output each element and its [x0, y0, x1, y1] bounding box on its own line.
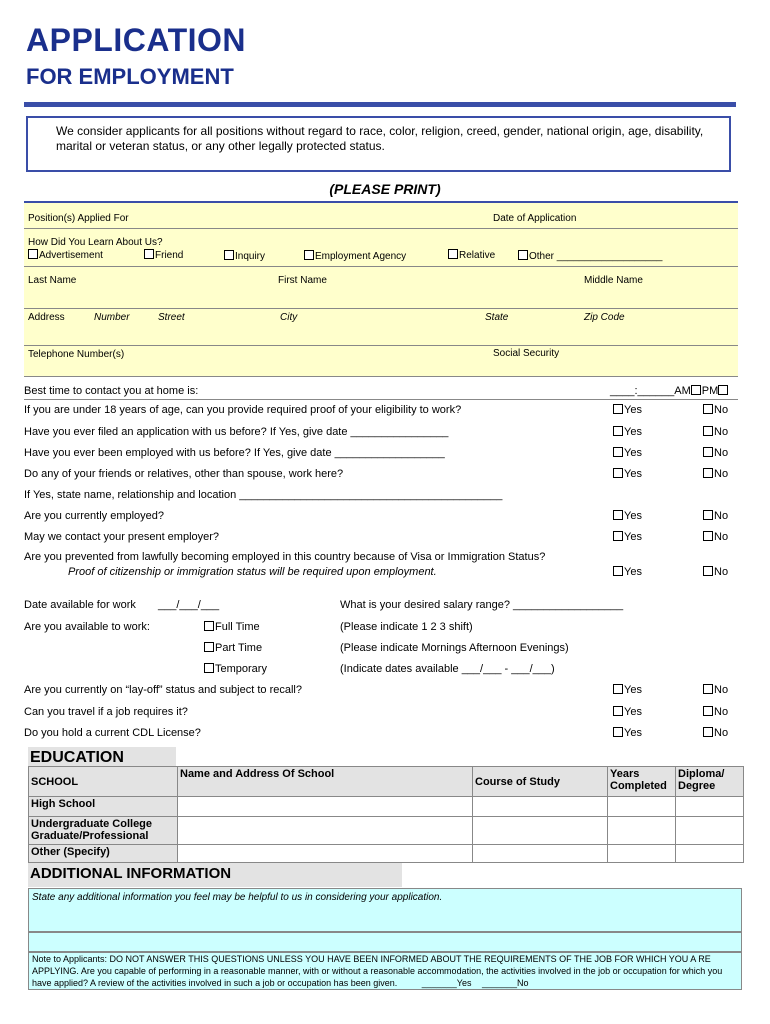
cell[interactable] [676, 845, 744, 863]
question-layoff: Are you currently on “lay-off” status and subject to recall? [24, 684, 302, 696]
address-label: Address [28, 312, 65, 323]
checkbox-icon[interactable] [613, 566, 623, 576]
table-row[interactable] [29, 797, 744, 817]
checkbox-icon[interactable] [613, 684, 623, 694]
title-rule [24, 102, 736, 107]
no-option[interactable]: No [703, 447, 728, 459]
no-option[interactable]: No [703, 468, 728, 480]
checkbox-icon[interactable] [518, 250, 528, 260]
cell[interactable] [178, 817, 473, 845]
form-title: APPLICATION [26, 22, 247, 58]
source-other[interactable]: Other ___________________ [518, 250, 662, 262]
checkbox-icon[interactable] [703, 447, 713, 457]
checkbox-icon[interactable] [691, 385, 701, 395]
first-name-label: First Name [278, 275, 327, 286]
cell[interactable] [608, 797, 676, 817]
col-name-header: Name and Address Of School [178, 767, 473, 797]
state-label: State [485, 312, 509, 323]
additional-info-line[interactable] [28, 932, 742, 952]
additional-info-heading: ADDITIONAL INFORMATION [28, 863, 402, 887]
telephone-label: Telephone Number(s) [28, 349, 125, 360]
times-indicator[interactable]: (Please indicate Mornings Afternoon Evenings) [340, 642, 569, 654]
checkbox-icon[interactable] [613, 510, 623, 520]
question-employed-before: Have you ever been employed with us before? If Yes, give date __________________ [24, 447, 445, 459]
shift-indicator[interactable]: (Please indicate 1 2 3 shift) [340, 621, 473, 633]
yes-option[interactable]: Yes [613, 566, 642, 578]
question-contact-employer: May we contact your present employer? [24, 531, 220, 543]
checkbox-icon[interactable] [703, 426, 713, 436]
checkbox-icon[interactable] [703, 531, 713, 541]
yes-option[interactable]: Yes [613, 510, 642, 522]
salary-range[interactable]: What is your desired salary range? __________________ [340, 599, 624, 611]
yes-option[interactable]: Yes [613, 684, 642, 696]
no-option[interactable]: No [703, 727, 728, 739]
cell[interactable] [676, 817, 744, 845]
visa-note: Proof of citizenship or immigration status will be required upon employment. [68, 566, 437, 578]
yes-option[interactable]: Yes [613, 706, 642, 718]
full-time-option[interactable]: Full Time [204, 621, 260, 633]
checkbox-icon[interactable] [304, 250, 314, 260]
address-row[interactable] [24, 308, 738, 345]
row-college: Undergraduate College Graduate/Professional [29, 817, 178, 845]
question-under18: If you are under 18 years of age, can you provide required proof of your eligibility to work? [24, 404, 462, 416]
question-visa: Are you prevented from lawfully becoming employed in this country because of Visa or Immigration Status? [24, 551, 546, 563]
checkbox-icon[interactable] [703, 510, 713, 520]
social-security-label: Social Security [493, 348, 560, 359]
note-text: Note to Applicants: DO NOT ANSWER THIS QUESTIONS UNLESS YOU HAVE BEEN INFORMED ABOUT THE REQUIREMENTS OF THE JOB FOR WHICH YOU A RE APPLYING. Are you capable of performing in a reasonable manner, with or without a reasonable accommodation, the activities involved in the job or occupation for which you have applied? A review of the activities involved in such a job or occupation has been given. [32, 954, 723, 988]
row-other: Other (Specify) [29, 845, 178, 863]
no-option[interactable]: No [703, 404, 728, 416]
source-relative[interactable]: Relative [448, 249, 495, 261]
question-currently-employed: Are you currently employed? [24, 510, 165, 522]
cell[interactable] [676, 797, 744, 817]
form-subtitle: FOR EMPLOYMENT [26, 64, 234, 89]
no-option[interactable]: No [703, 684, 728, 696]
cell[interactable] [178, 845, 473, 863]
checkbox-icon[interactable] [204, 642, 214, 652]
no-option[interactable]: No [703, 510, 728, 522]
zip-label: Zip Code [584, 312, 625, 323]
no-option[interactable]: No [703, 566, 728, 578]
cell[interactable] [608, 817, 676, 845]
available-to-work-label: Are you available to work: [24, 621, 150, 633]
cell[interactable] [178, 797, 473, 817]
cell[interactable] [473, 797, 608, 817]
checkbox-icon[interactable] [703, 566, 713, 576]
phone-row[interactable] [24, 345, 738, 377]
no-option[interactable]: No [703, 706, 728, 718]
date-of-application-label: Date of Application [493, 213, 577, 224]
dates-indicator[interactable]: (Indicate dates available ___/___ - ___/___) [340, 663, 555, 675]
row-high-school: High School [29, 797, 178, 817]
yes-option[interactable]: Yes [613, 447, 642, 459]
note-no[interactable]: _______No [482, 978, 529, 988]
yes-option[interactable]: Yes [613, 468, 642, 480]
checkbox-icon[interactable] [204, 621, 214, 631]
cell[interactable] [473, 817, 608, 845]
relatives-detail[interactable]: If Yes, state name, relationship and location ___________________________________________ [24, 489, 503, 501]
please-print-label: (PLEASE PRINT) [329, 181, 441, 197]
yes-option[interactable]: Yes [613, 727, 642, 739]
checkbox-icon[interactable] [703, 684, 713, 694]
checkbox-icon[interactable] [613, 727, 623, 737]
education-table [28, 766, 744, 863]
table-row[interactable] [29, 845, 744, 863]
no-option[interactable]: No [703, 531, 728, 543]
checkbox-icon[interactable] [613, 447, 623, 457]
question-relatives: Do any of your friends or relatives, other than spouse, work here? [24, 468, 344, 480]
date-available-field[interactable]: ___/___/___ [158, 599, 220, 611]
checkbox-icon[interactable] [613, 706, 623, 716]
cell[interactable] [608, 845, 676, 863]
checkbox-icon[interactable] [703, 727, 713, 737]
position-label: Position(s) Applied For [28, 213, 129, 224]
best-time-field[interactable]: ____:______AM PM [610, 385, 729, 397]
learn-label: How Did You Learn About Us? [28, 237, 163, 248]
yes-option[interactable]: Yes [613, 426, 642, 438]
checkbox-icon[interactable] [613, 404, 623, 414]
checkbox-icon[interactable] [144, 249, 154, 259]
note-to-applicants [28, 952, 742, 990]
checkbox-icon[interactable] [204, 663, 214, 673]
checkbox-icon[interactable] [613, 531, 623, 541]
temporary-option[interactable]: Temporary [204, 663, 267, 675]
yes-option[interactable]: Yes [613, 404, 642, 416]
source-friend[interactable]: Friend [144, 249, 183, 261]
additional-info-prompt: State any additional information you feel may be helpful to us in considering your application. [32, 892, 443, 903]
question-travel: Can you travel if a job requires it? [24, 706, 188, 718]
question-filed-before: Have you ever filed an application with us before? If Yes, give date ________________ [24, 426, 449, 438]
checkbox-icon[interactable] [448, 249, 458, 259]
checkbox-icon[interactable] [703, 706, 713, 716]
checkbox-icon[interactable] [613, 426, 623, 436]
checkbox-icon[interactable] [613, 468, 623, 478]
checkbox-icon[interactable] [703, 468, 713, 478]
note-yes[interactable]: _______Yes [421, 978, 472, 988]
eeo-notice: We consider applicants for all positions without regard to race, color, religion, creed, gender, national origin, age, disability, marital or veteran status, or any other legally protected status. [26, 116, 731, 172]
cell[interactable] [473, 845, 608, 863]
table-row[interactable] [29, 817, 744, 845]
table-row [29, 767, 744, 797]
source-employment-agency[interactable]: Employment Agency [304, 250, 406, 262]
position-row[interactable] [24, 201, 738, 228]
yes-option[interactable]: Yes [613, 531, 642, 543]
col-years-header: Years Completed [608, 767, 676, 797]
question-cdl: Do you hold a current CDL License? [24, 727, 201, 739]
number-label: Number [94, 312, 130, 323]
source-advertisement[interactable]: Advertisement [28, 249, 103, 261]
date-available-label: Date available for work [24, 599, 136, 611]
checkbox-icon[interactable] [28, 249, 38, 259]
best-time-label: Best time to contact you at home is: [24, 385, 199, 397]
name-row[interactable] [24, 266, 738, 308]
part-time-option[interactable]: Part Time [204, 642, 262, 654]
col-course-header: Course of Study [473, 767, 608, 797]
col-diploma-header: Diploma/ Degree [676, 767, 744, 797]
additional-info-field[interactable] [28, 888, 742, 932]
source-inquiry[interactable]: Inquiry [224, 250, 265, 262]
street-label: Street [158, 312, 185, 323]
checkbox-icon[interactable] [224, 250, 234, 260]
col-school-header: SCHOOL [29, 767, 178, 797]
checkbox-icon[interactable] [718, 385, 728, 395]
no-option[interactable]: No [703, 426, 728, 438]
last-name-label: Last Name [28, 275, 77, 286]
best-time-row [24, 385, 738, 400]
checkbox-icon[interactable] [703, 404, 713, 414]
education-heading: EDUCATION [28, 747, 176, 769]
learn-row [24, 228, 738, 266]
city-label: City [280, 312, 298, 323]
middle-name-label: Middle Name [584, 275, 643, 286]
